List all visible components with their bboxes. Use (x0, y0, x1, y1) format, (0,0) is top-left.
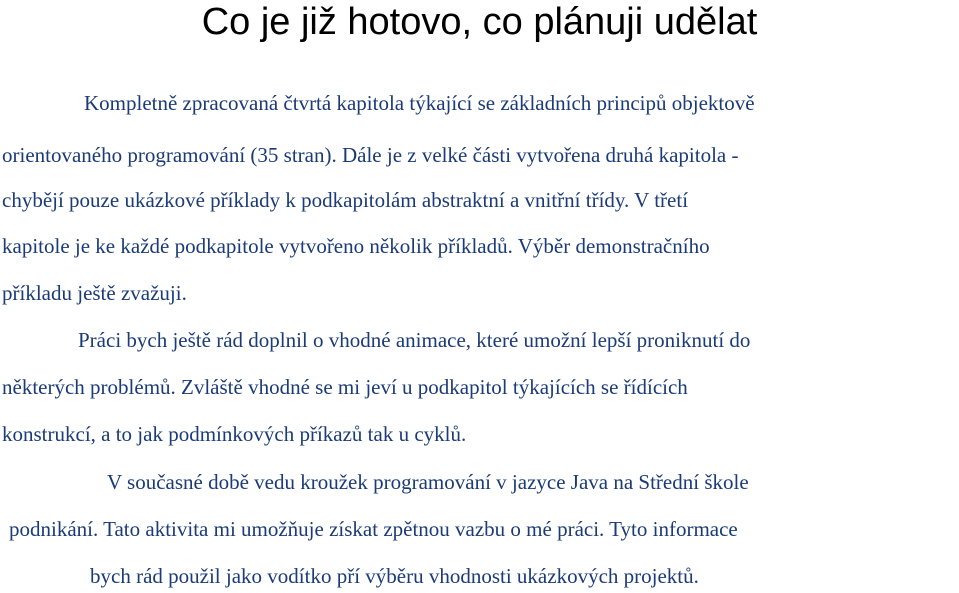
text-line: podnikání. Tato aktivita mi umožňuje získat zpětnou vazbu o mé práci. Tyto informace (9, 517, 738, 541)
text-line: Práci bych ještě rád doplnil o vhodné animace, které umožní lepší proniknutí do (78, 328, 751, 352)
slide-title: Co je již hotovo, co plánuji udělat (201, 1, 758, 43)
text-line: bych rád použil jako vodítko pří výběru vhodnosti ukázkových projektů. (90, 564, 699, 588)
text-line: konstrukcí, a to jak podmínkových příkazů tak u cyklů. (2, 422, 467, 446)
text-line: Kompletně zpracovaná čtvrtá kapitola týkající se základních principů objektově (84, 91, 755, 115)
text-line: V současné době vedu kroužek programování v jazyce Java na Střední škole (107, 470, 749, 494)
text-line: příkladu ještě zvažuji. (2, 281, 187, 305)
text-line: některých problémů. Zvláště vhodné se mi jeví u podkapitol týkajících se řídících (2, 375, 688, 399)
text-line: orientovaného programování (35 stran). Dále je z velké části vytvořena druhá kapitola - (2, 143, 739, 167)
text-line: chybějí pouze ukázkové příklady k podkapitolám abstraktní a vnitřní třídy. V třetí (2, 188, 689, 212)
text-line: kapitole je ke každé podkapitole vytvořeno několik příkladů. Výběr demonstračního (2, 234, 710, 258)
